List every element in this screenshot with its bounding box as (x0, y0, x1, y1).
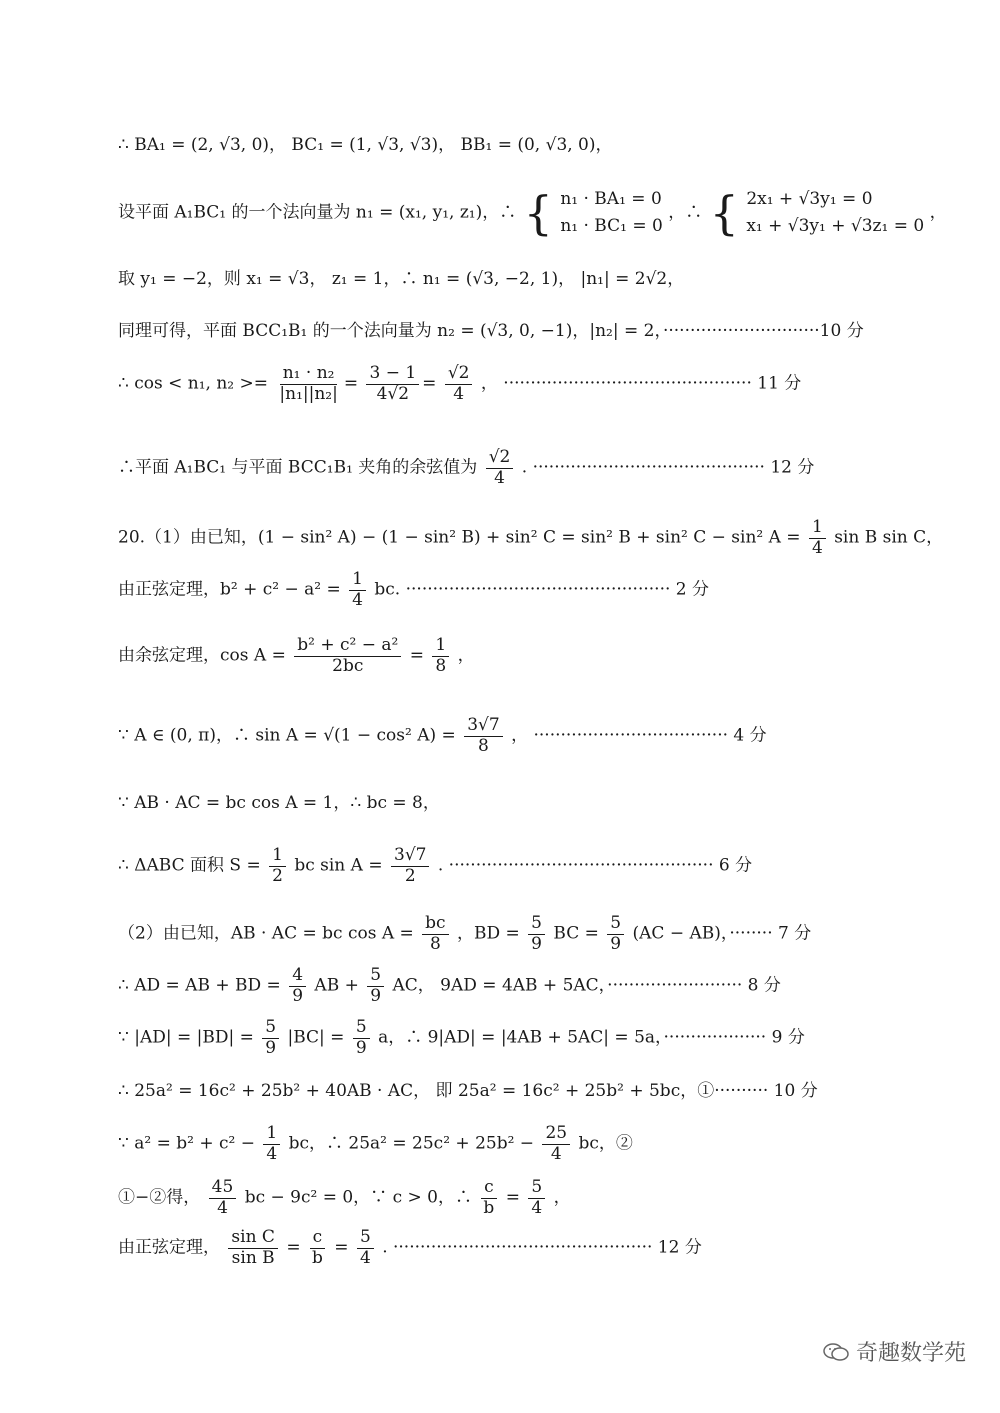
line-equation-1: ∴ 25a² = 16c² + 25b² + 40AB · AC， 即 25a² = 16c² + 25b² + 5bc，①·········· 10 分 (118, 1081, 818, 1101)
fraction: $\frac{5}{4}$ (357, 1228, 374, 1268)
line-cosine-rule: 由余弦定理，cos A = $\frac{\text{b² + c² − a²}}{2bc}$ = $\frac{1}{8}$ ， (118, 635, 475, 676)
line-normal-vector-n2: 同理可得，平面 BCC₁B₁ 的一个法向量为 n₂ = (√3, 0, −1)，|n₂| = 2，·····························10 分 (118, 321, 864, 341)
fraction: $\frac{5}{9}$ (353, 1018, 370, 1058)
fraction: $\frac{c}{b}$ (480, 1178, 497, 1218)
fraction: $\frac{bc}{8}$ (422, 914, 448, 954)
fraction: $\frac{√2}{4}$ (486, 448, 514, 488)
fraction: $\frac{\text{n₁ · n₂}}{\text{|n₁||n₂|}}$ (279, 363, 338, 404)
line-area: ∴ ΔABC 面积 S = $\frac{1}{2}$ bc sin A = $\frac{3√7}{2}$ . ················································· 6 分 (118, 845, 753, 886)
line-sine-rule: 由正弦定理，b² + c² − a² = $\frac{1}{4}$ bc. ················································· 2 分 (118, 569, 710, 610)
watermark-text: 奇趣数学苑 (855, 1341, 966, 1366)
fraction: $\frac{c}{b}$ (309, 1228, 326, 1268)
fraction: $\frac{3 - 1}{4√2}$ (366, 364, 419, 404)
fraction: $\frac{5}{9}$ (367, 966, 384, 1006)
equation-system-2: 2x₁ + √3y₁ = 0 x₁ + √3y₁ + √3z₁ = 0 (746, 189, 925, 237)
fraction: $\frac{1}{4}$ (349, 570, 366, 610)
fraction: $\frac{1}{2}$ (269, 846, 286, 886)
fraction: $\frac{1}{8}$ (432, 636, 449, 676)
fraction: $\frac{5}{9}$ (262, 1018, 279, 1058)
left-brace: { (709, 186, 739, 241)
fraction: $\frac{1}{4}$ (809, 518, 826, 558)
fraction: $\frac{25}{4}$ (542, 1124, 570, 1164)
fraction: $\frac{5}{4}$ (528, 1178, 545, 1218)
line-cosine-angle: ∴ cos < n₁, n₂ >= $\frac{\text{n₁ · n₂}}{\text{|n₁||n₂|}}$ = $\frac{3 - 1}{4√2}$ = $\frac{√2}{4}$ ， ·············································· 11 分 (118, 363, 802, 404)
line-part2-given: （2）由已知，AB · AC = bc cos A = $\frac{bc}{8}$ ，BD = $\frac{5}{9}$ BC = $\frac{5}{9}$ (AC − AB)，········ 7 分 (118, 913, 812, 954)
line-dot-product: ∵ AB · AC = bc cos A = 1，∴ bc = 8， (118, 793, 440, 813)
fraction: $\frac{√2}{4}$ (445, 364, 473, 404)
fraction: $\frac{1}{4}$ (263, 1124, 280, 1164)
line-normal-vector-setup: 设平面 A₁BC₁ 的一个法向量为 n₁ = (x₁, y₁, z₁)，∴ { n₁ · BA₁ = 0 n₁ · BC₁ = 0 ，∴ { 2x₁ + √3y₁ = 0 x₁ + √3y₁ + √3z₁ = 0 ， (118, 186, 947, 241)
line-normal-vector-n1: 取 y₁ = −2，则 x₁ = √3， z₁ = 1，∴ n₁ = (√3, −2, 1)， |n₁| = 2√2， (118, 269, 685, 289)
line-problem20-part1: 20.（1）由已知，(1 − sin² A) − (1 − sin² B) + sin² C = sin² B + sin² C − sin² A = $\frac{1}{4}$ sin B sin C， (118, 517, 944, 558)
fraction: $\frac{5}{9}$ (528, 914, 545, 954)
line-ad-magnitude: ∵ |AD| = |BD| = $\frac{5}{9}$ |BC| = $\frac{5}{9}$ a，∴ 9|AD| = |4AB + 5AC| = 5a，··················· 9 分 (118, 1017, 805, 1058)
line-equation-2: ∵ a² = b² + c² − $\frac{1}{4}$ bc，∴ 25a² = 25c² + 25b² − $\frac{25}{4}$ bc，② (118, 1123, 633, 1164)
line-cosine-result: ∴平面 A₁BC₁ 与平面 BCC₁B₁ 夹角的余弦值为 $\frac{√2}{4}$ . ··········································· 12 分 (118, 447, 815, 488)
line-ad-vector: ∴ AD = AB + BD = $\frac{4}{9}$ AB + $\frac{5}{9}$ AC， 9AD = 4AB + 5AC，························· 8 分 (118, 965, 781, 1006)
line-final-ratio: 由正弦定理， $\frac{\text{sin C}}{\text{sin B}}$ = $\frac{c}{b}$ = $\frac{5}{4}$ . ················································ 12 分 (118, 1227, 702, 1268)
fraction: $\frac{\text{b² + c² − a²}}{2bc}$ (294, 636, 401, 676)
line-subtract: ①−②得， $\frac{45}{4}$ bc − 9c² = 0，∵ c > 0，∴ $\frac{c}{b}$ = $\frac{5}{4}$ ， (118, 1177, 571, 1218)
fraction: $\frac{5}{9}$ (607, 914, 624, 954)
fraction: $\frac{3√7}{2}$ (391, 846, 429, 886)
left-brace: { (523, 186, 553, 241)
watermark (822, 1336, 966, 1367)
wechat-icon (822, 1342, 850, 1362)
line-sin-a: ∵ A ∈ (0, π)，∴ sin A = √(1 − cos² A) = $\frac{3√7}{8}$ ， ···································· 4 分 (118, 715, 767, 756)
fraction: $\frac{4}{9}$ (289, 966, 306, 1006)
line-vectors: ∴ BA₁ = (2, √3, 0)， BC₁ = (1, √3, √3)， BB₁ = (0, √3, 0)， (118, 135, 613, 155)
equation-system-1: n₁ · BA₁ = 0 n₁ · BC₁ = 0 (560, 189, 663, 237)
fraction: $\frac{3√7}{8}$ (464, 716, 502, 756)
fraction: $\frac{\text{sin C}}{\text{sin B}}$ (228, 1228, 278, 1268)
fraction: $\frac{45}{4}$ (209, 1178, 237, 1218)
